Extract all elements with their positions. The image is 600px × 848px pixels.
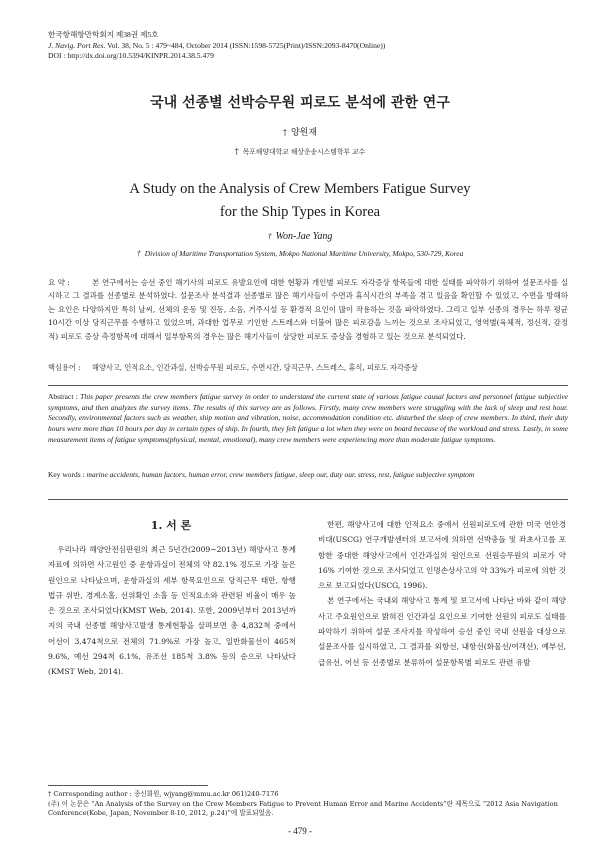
divider-top (48, 385, 568, 386)
abstract-korean-label: 요 약 : (48, 278, 70, 287)
footnotes (48, 790, 568, 819)
keywords-english-text: marine accidents, human factors, human error, crew members fatigue, sleep our, duty our, stress, rest, fatigue subjective symptom (86, 470, 475, 479)
footnote-conference-note: (주) 이 논문은 “An Analysis of the Survey on the Crew Members Fatigue to Prevent Human Error and Marine Accidents”란 제목으로 “2012 Asia Navigation Conference(Kobe, Japan, November 8-10, 2012, p.24)”에 발표되었음. (48, 799, 558, 818)
title-english-line1: A Study on the Analysis of Crew Members Fatigue Survey (129, 181, 471, 197)
dagger-mark: † (234, 147, 239, 156)
affiliation-english-text: Division of Maritime Transportation System, Mokpo National Maritime University, Mokpo, 530-729, Korea (144, 249, 464, 258)
intro-paragraph-2: 한편, 해양사고에 대한 인적요소 중에서 선원피로도에 관한 미국 연안경비대(USCG) 연구개발센터의 보고서에 의하면 선박충돌 및 좌초사고를 포함한 중대한 해양사고에서 인간과실의 원인으로 선원승무원의 피로가 약 16% 기여한 것으로 조사되었고 인명손상사고의 약 33%가 피로에 의한 것으로 보고되었다(USCG, 1996). (318, 520, 566, 591)
title-english-line2: for the Ship Types in Korea (219, 204, 381, 220)
abstract-english (48, 392, 568, 446)
title-english (0, 178, 600, 224)
affiliation-korean (0, 146, 600, 156)
keywords-english (48, 470, 568, 481)
author-english-name: Won-Jae Yang (275, 231, 333, 242)
author-korean-name: 양원재 (290, 128, 318, 138)
keywords-english-label: Key words : (48, 470, 87, 479)
footnote-corresponding-author: † Corresponding author : 종신회원, wjyang@mmu.ac.kr 061)240-7176 (48, 790, 279, 798)
affiliation-english (0, 249, 600, 258)
abstract-english-text: This paper presents the crew members fatigue survey in order to understand the current state of various fatigue causal factors and personnel fatigue subjective symptoms, and then analyzes the survey items. The results of this survey are as follows. Firstly, many crew members were struggling with the lack of sleep and rest hour. Secondly, environmental factors such as weather, ship motion and vibration, noise, accommodation condition etc. disturbed the sleep of crew members. In third, their duty hours were more than 10 hours per day in certain types of ship. In fourth, they felt fatigue a lot when they were on board because of the workload and stress. Lastly, in some measurement items of fatigue symptoms(physical, mental, emotional), many crew members were experiencing more than moderate fatigue symptoms. (48, 392, 568, 444)
abstract-english-label: Abstract : (48, 392, 81, 401)
intro-paragraph-3: 본 연구에서는 국내외 해양사고 통계 및 보고서에 나타난 바와 같이 해양사고 주요원인으로 밝혀진 인간과실 요인으로 기여한 선원의 피로도 실태를 파악하기 위하여 설문 조사지를 작성하여 승선 중인 국내 선원을 대상으로 설문조사를 실시하였고, 그 결과를 외항선, 내항선(화물선/여객선), 예부선, 급유선, 어선 등 선종별로 분류하여 설문항목별 피로도 관련 유발 (318, 596, 566, 667)
body-column-left (48, 542, 296, 680)
dagger-mark: † (267, 232, 272, 241)
dagger-mark: † (136, 249, 141, 258)
journal-name-ko: 한국항해항만학회지 제38권 제5호 (48, 30, 159, 39)
abstract-korean-text: 본 연구에서는 승선 중인 해기사의 피로도 유발요인에 대한 현황과 개인별 피로도 자각증상 항목들에 대한 실태를 파악하기 위하여 설문조사를 실시하고 그 결과를 선종별로 분석하였다. 설문조사 분석결과 선종별로 많은 해기사들이 수면과 휴식시간의 부족을 겪고 있음을 확인할 수 있었고, 수면을 방해하는 요인은 다양하지만 특히 날씨, 선체의 운동 및 진동, 소음, 거주시설 등 환경적 요인이 많이 작용하는 것을 파악하였다. 그리고 일부 선종의 경우는 하루 평균 10시간 이상 당직근무를 수행하고 있었으며, 과대한 업무로 기인한 스트레스와 더불어 많은 피로감을 느끼는 것으로 조사되었고, 영역별(육체적, 정신적, 감정적) 피로도 증상 측정항목에 대해서 일부항목의 경우는 많은 해기사들이 상당한 피로도 증상을 경험하고 있는 것으로 분석되었다. (48, 278, 568, 341)
intro-paragraph-1: 우리나라 해양안전심판원의 최근 5년간(2009~2013년) 해양사고 통계자료에 의하면 사고원인 중 운항과실이 전체의 약 82.1% 정도로 가장 높은 원인으로 나타났으며, 운항과실의 세부 항목요인으로 당직근무 태만, 항행법규 위반, 경계소홀, 선위확인 소홀 등 인적요소와 관련된 비율이 매우 높은 것으로 조사되었다(KMST Web, 2014). 또한, 2009년부터 2013년까지의 국내 선종별 해양사고발생 통계현황을 살펴보면 총 4,832척 중에서 어선이 3,474척으로 전체의 71.9%로 가장 높고, 일반화물선이 465척 9.6%, 예선 294척 6.1%, 유조선 185척 3.8% 등의 순으로 나타났다(KMST Web, 2014). (48, 545, 296, 677)
footnote-divider (48, 785, 208, 786)
journal-header (48, 30, 568, 62)
affiliation-korean-text: 목포해양대학교 해상운송시스템학부 교수 (242, 148, 366, 156)
section-heading-introduction: 1. 서 론 (150, 519, 192, 532)
citation-rest: Vol. 38, No. 5 : 479~484, October 2014 (ISSN:1598-5725(Print)/ISSN:2093-8470(Online)) (105, 40, 386, 50)
author-korean (0, 125, 600, 138)
keywords-korean (48, 363, 568, 373)
citation-line (48, 41, 568, 52)
author-english (0, 231, 600, 242)
abstract-korean (48, 276, 568, 343)
doi-link[interactable]: DOI : http://dx.doi.org/10.5394/KINPR.2014.38.5.479 (48, 51, 214, 61)
page-number: - 479 - (288, 826, 312, 836)
body-column-right (318, 517, 566, 670)
title-korean: 국내 선종별 선박승무원 피로도 분석에 관한 연구 (150, 95, 450, 111)
keywords-korean-label: 핵심용어 : (48, 363, 81, 372)
divider-bottom (48, 499, 568, 500)
dagger-mark: † (282, 128, 287, 137)
keywords-korean-text: 해양사고, 인적요소, 인간과실, 선박승무원 피로도, 수면시간, 당직근무, 스트레스, 휴식, 피로도 자각증상 (92, 363, 418, 372)
citation-journal: J. Navig. Port Res. (48, 40, 106, 50)
